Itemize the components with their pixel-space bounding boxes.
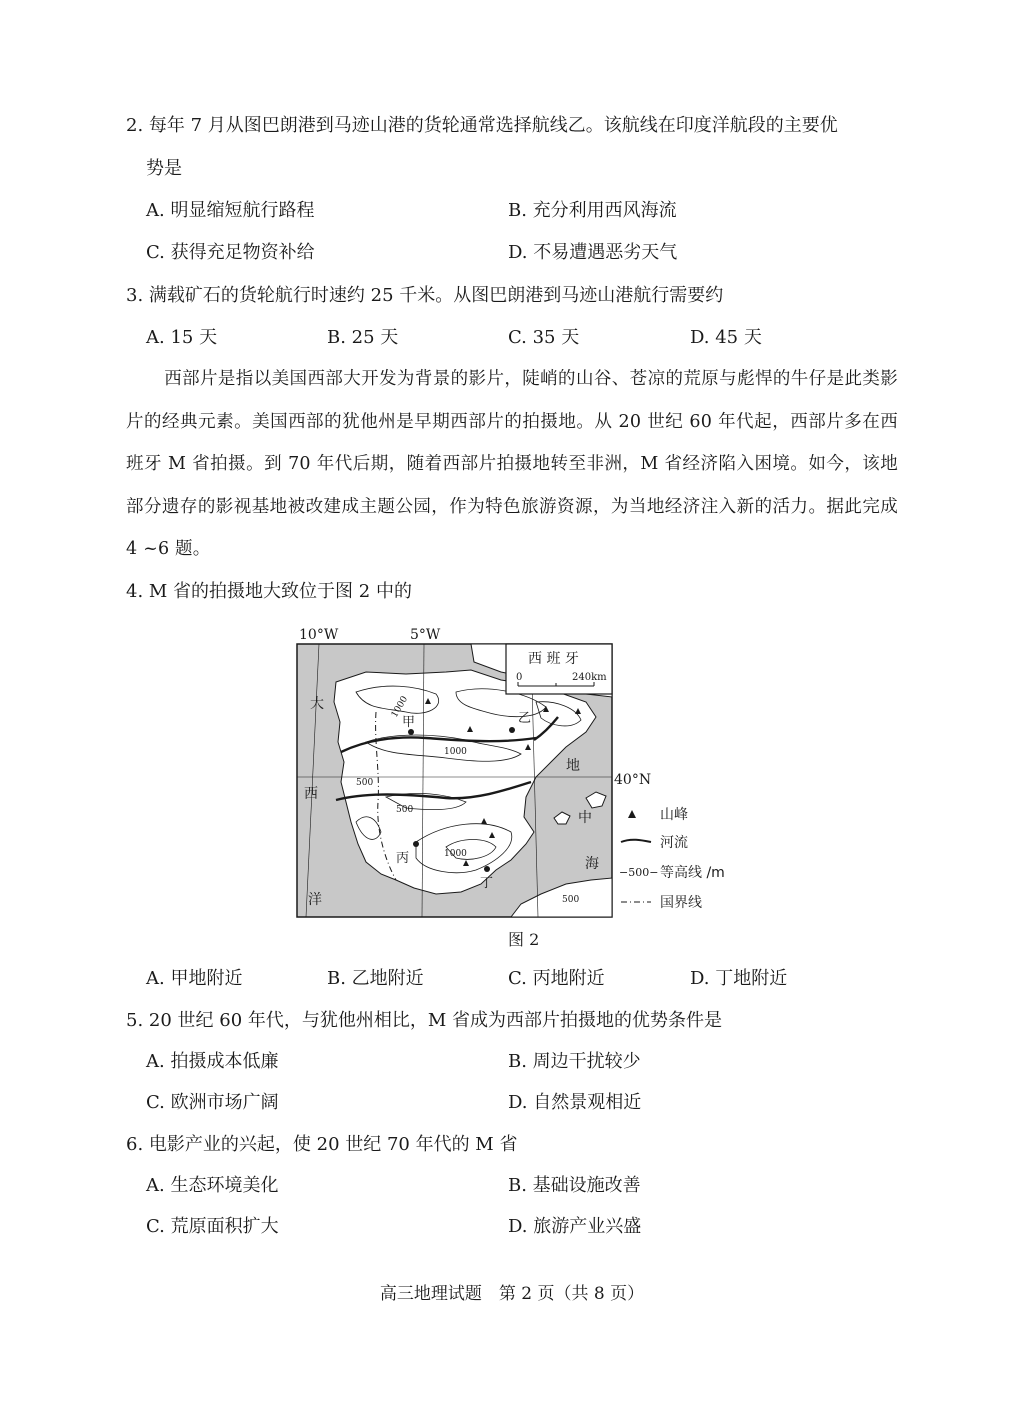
sea-label-zhong: 中 xyxy=(578,810,592,826)
legend-peak-label: 山峰 xyxy=(660,807,688,823)
scale-end: 240km xyxy=(572,672,607,683)
q6-stem: 6. 电影产业的兴起，使 20 世纪 70 年代的 M 省 xyxy=(126,1134,518,1155)
passage-text: 西部片是指以美国西部大开发为背景的影片，陡峭的山谷、苍凉的荒原与彪悍的牛仔是此类影片的经典元素。美国西部的犹他州是早期西部片的拍摄地。从 20 世纪 60 年代起，西部片多在西班牙 M 省拍摄。到 70 年代后期，随着西部片拍摄地转至非洲，M 省经济陷入困境。如今，该地部分遗存的影视基地被改建成主题公园，作为特色旅游资源，为当地经济注入新的活力。据此完成 4 ~6 题。 xyxy=(126,369,898,559)
legend-contour-icon: −500− xyxy=(619,866,659,879)
inset-title: 西 班 牙 xyxy=(528,651,579,667)
q4-option-b: B. 乙地附近 xyxy=(327,968,424,989)
lon-label-5w: 5°W xyxy=(410,627,441,643)
place-label-ding: 丁 xyxy=(480,876,494,891)
q3-option-d: D. 45 天 xyxy=(690,327,762,348)
contour-label-500-a: 500 xyxy=(356,778,374,788)
legend-river-label: 河流 xyxy=(660,835,688,851)
place-label-yi: 乙 xyxy=(518,711,532,726)
q5-option-c: C. 欧洲市场广阔 xyxy=(146,1092,279,1113)
q2-option-a: A. 明显缩短航行路程 xyxy=(146,200,315,221)
legend-contour-label: 等高线 /m xyxy=(660,865,725,881)
legend-border-label: 国界线 xyxy=(660,895,702,911)
q3-option-a: A. 15 天 xyxy=(146,327,218,348)
q5-option-d: D. 自然景观相近 xyxy=(508,1092,642,1113)
lat-label-40n: 40°N xyxy=(614,772,652,788)
q2-stem-line1: 2. 每年 7 月从图巴朗港到马迹山港的货轮通常选择航线乙。该航线在印度洋航段的主要优 xyxy=(126,115,838,136)
legend-river-icon xyxy=(621,840,651,842)
legend-peak-icon xyxy=(628,810,636,818)
sea-label-hai: 海 xyxy=(585,856,599,872)
q4-option-c: C. 丙地附近 xyxy=(508,968,605,989)
q3-stem: 3. 满载矿石的货轮航行时速约 25 千米。从图巴朗港到马迹山港航行需要约 xyxy=(126,285,724,306)
figure-caption: 图 2 xyxy=(508,930,540,949)
q2-option-c: C. 获得充足物资补给 xyxy=(146,242,315,263)
sea-label-xi: 西 xyxy=(304,786,318,802)
scale-zero: 0 xyxy=(516,672,523,683)
contour-label-1000-b: 1000 xyxy=(444,747,467,757)
q4-option-d: D. 丁地附近 xyxy=(690,968,788,989)
q6-option-d: D. 旅游产业兴盛 xyxy=(508,1216,642,1237)
q2-stem-line2: 势是 xyxy=(146,158,182,179)
place-label-jia: 甲 xyxy=(402,715,416,730)
passage xyxy=(126,358,898,571)
contour-label-500-b: 500 xyxy=(396,805,414,815)
q4-stem: 4. M 省的拍摄地大致位于图 2 中的 xyxy=(126,581,412,602)
q5-option-a: A. 拍摄成本低廉 xyxy=(146,1051,279,1072)
contour-label-500-c: 500 xyxy=(562,895,580,905)
sea-label-di: 地 xyxy=(566,758,580,774)
contour-label-1000-c: 1000 xyxy=(444,849,467,859)
q6-option-a: A. 生态环境美化 xyxy=(146,1175,279,1196)
place-label-bing: 丙 xyxy=(396,851,410,866)
q2-option-d: D. 不易遭遇恶劣天气 xyxy=(508,242,678,263)
sea-label-da: 大 xyxy=(310,696,324,712)
contour-label-1000-a: 1000 xyxy=(389,694,411,720)
page-footer: 高三地理试题 第 2 页（共 8 页） xyxy=(379,1284,645,1304)
spain-map-svg xyxy=(296,622,736,922)
q3-option-b: B. 25 天 xyxy=(327,327,399,348)
q2-option-b: B. 充分利用西风海流 xyxy=(508,200,677,221)
map-legend xyxy=(619,807,725,911)
figure-2-map xyxy=(296,622,736,922)
q5-stem: 5. 20 世纪 60 年代，与犹他州相比，M 省成为西部片拍摄地的优势条件是 xyxy=(126,1010,723,1031)
lon-label-10w: 10°W xyxy=(299,627,339,643)
q6-option-c: C. 荒原面积扩大 xyxy=(146,1216,279,1237)
q5-option-b: B. 周边干扰较少 xyxy=(508,1051,641,1072)
sea-label-yang: 洋 xyxy=(308,892,322,908)
q4-option-a: A. 甲地附近 xyxy=(146,968,243,989)
q6-option-b: B. 基础设施改善 xyxy=(508,1175,641,1196)
inset-scale-box xyxy=(506,644,612,694)
q3-option-c: C. 35 天 xyxy=(508,327,580,348)
